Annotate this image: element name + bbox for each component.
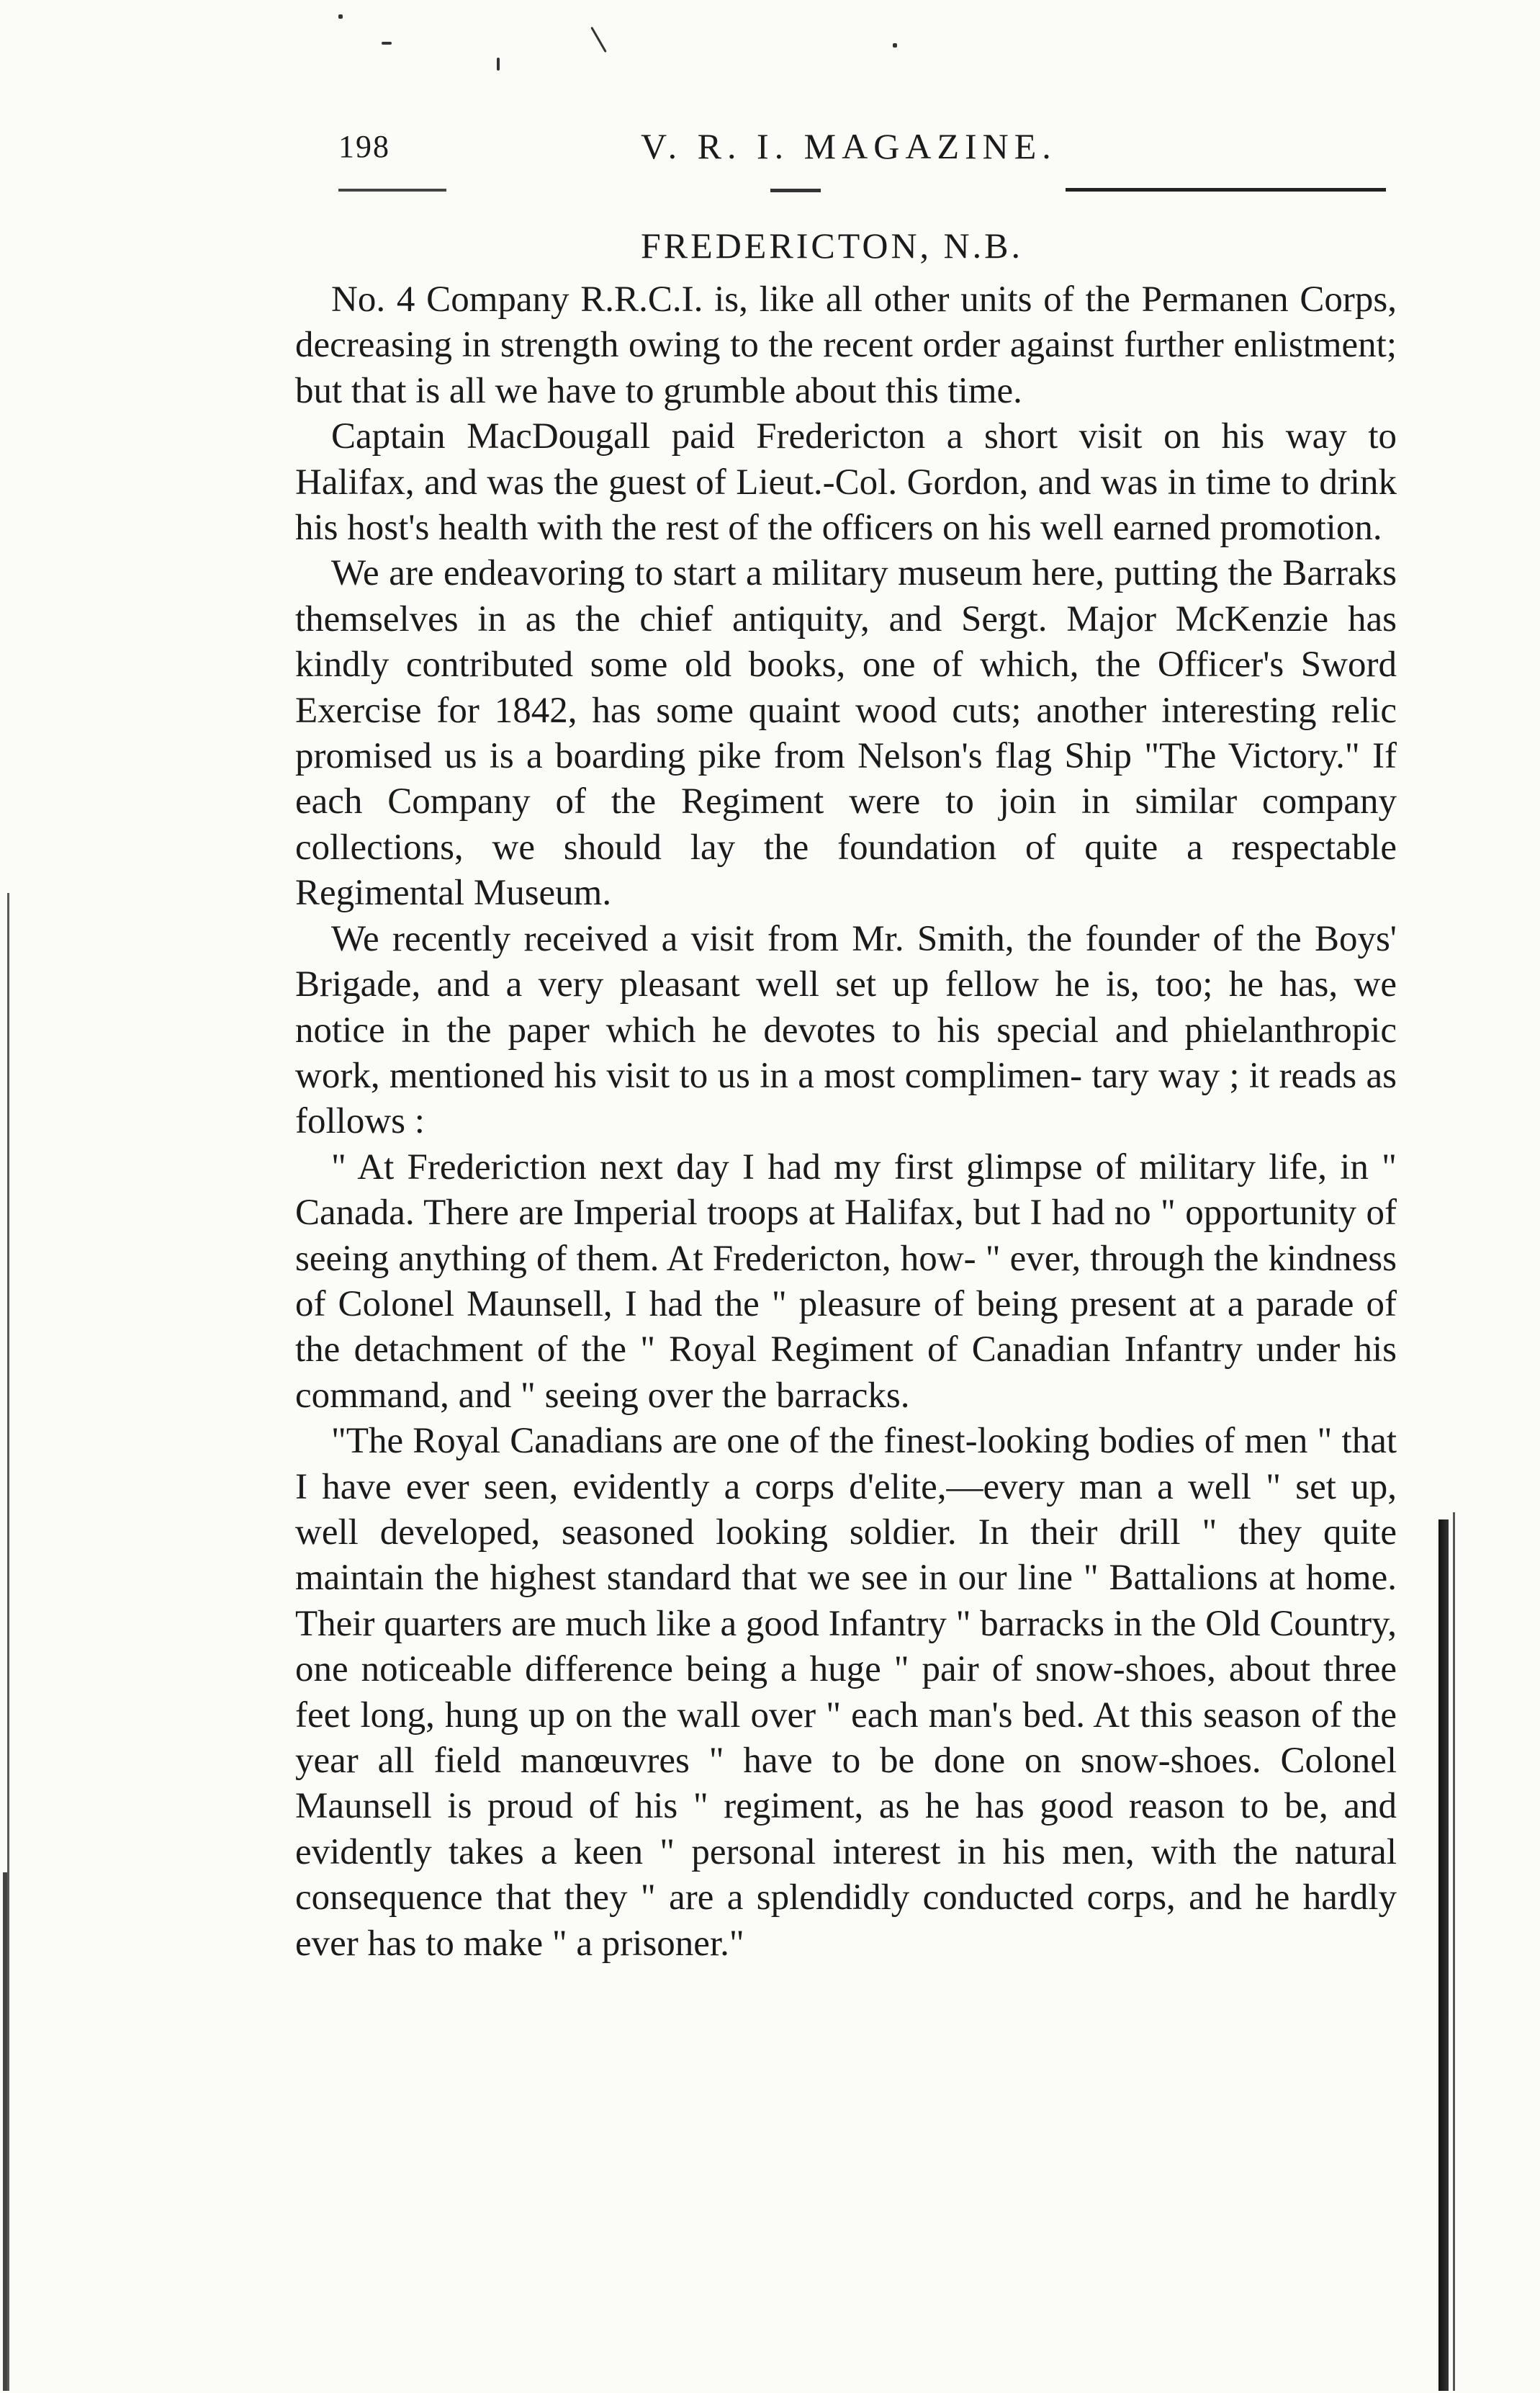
- paragraph: Captain MacDougall paid Fredericton a short visit on his way to Halifax, and was the guest of Lieut.-Col. Gordon, and was in time to drink his host's health with the rest of the officers on his well earned promotion.: [295, 416, 1397, 549]
- header-rule: [1066, 188, 1386, 192]
- scan-speck: [590, 27, 607, 53]
- quoted-paragraph: "The Royal Canadians are one of the finest-looking bodies of men " that I have ever seen, evidently a corps d'elite,—every man a well " set up, well developed, seasoned looking soldier. In their drill " they quite maintain the highest standard that we see in our line " Battalions at home. Their quarters are much like a good Infantry " barracks in the Old Country, one noticeable difference being a huge " pair of snow-shoes, about three feet long, hung up on the wall over " each man's bed. At this season of the year all field manœuvres " have to be done on snow-shoes. Colonel Maunsell is proud of his " regiment, as he has good reason to be, and evidently takes a keen " personal interest in his men, with the natural consequence that they " are a splendidly conducted corps, and he hardly ever has to make " a prisoner.": [295, 1421, 1397, 1964]
- scan-speck: [893, 43, 897, 48]
- scan-speck: [382, 42, 392, 45]
- header-rule: [770, 189, 821, 192]
- article-body: [295, 277, 1397, 1967]
- page-edge-shadow: [1438, 1519, 1449, 2391]
- running-header: [338, 115, 1404, 173]
- binding-edge: [3, 1872, 7, 2391]
- scan-speck: [338, 14, 343, 19]
- section-title: FREDERICTON, N.B.: [641, 225, 1024, 266]
- paragraph: No. 4 Company R.R.C.I. is, like all other units of the Permanen Corps, decreasing in strength owing to the recent order against further enlistment; but that is all we have to grumble about this time.: [295, 279, 1397, 411]
- paragraph: We recently received a visit from Mr. Smith, the founder of the Boys' Brigade, and a very pleasant well set up fellow he is, too; he has, we notice in the paper which he devotes to his special and phielanthropic work, mentioned his visit to us in a most complimen- tary way ; it reads as follows :: [295, 918, 1397, 1142]
- page-number: 198: [338, 129, 390, 164]
- scan-speck: [497, 58, 500, 71]
- running-title: V. R. I. MAGAZINE.: [641, 126, 1057, 166]
- header-rule: [338, 189, 446, 192]
- binding-edge: [7, 893, 9, 2391]
- paragraph: We are endeavoring to start a military museum here, putting the Barraks themselves in as the chief antiquity, and Sergt. Major McKenzie has kindly contributed some old books, one of which, the Officer's Sword Exercise for 1842, has some quaint wood cuts; another interesting relic promised us is a boarding pike from Nelson's flag Ship "The Victory." If each Company of the Regiment were to join in similar company collections, we should lay the foundation of quite a respectable Regimental Museum.: [295, 553, 1397, 914]
- quoted-paragraph: " At Frederiction next day I had my first glimpse of military life, in " Canada. There are Imperial troops at Halifax, but I had no " opportunity of seeing anything of them. At Fredericton, how- " ever, through the kindness of Colonel Maunsell, I had the " pleasure of being present at a parade of the detachment of the " Royal Regiment of Canadian Infantry under his command, and " seeing over the barracks.: [295, 1146, 1397, 1416]
- page-edge-shadow: [1453, 1512, 1455, 2391]
